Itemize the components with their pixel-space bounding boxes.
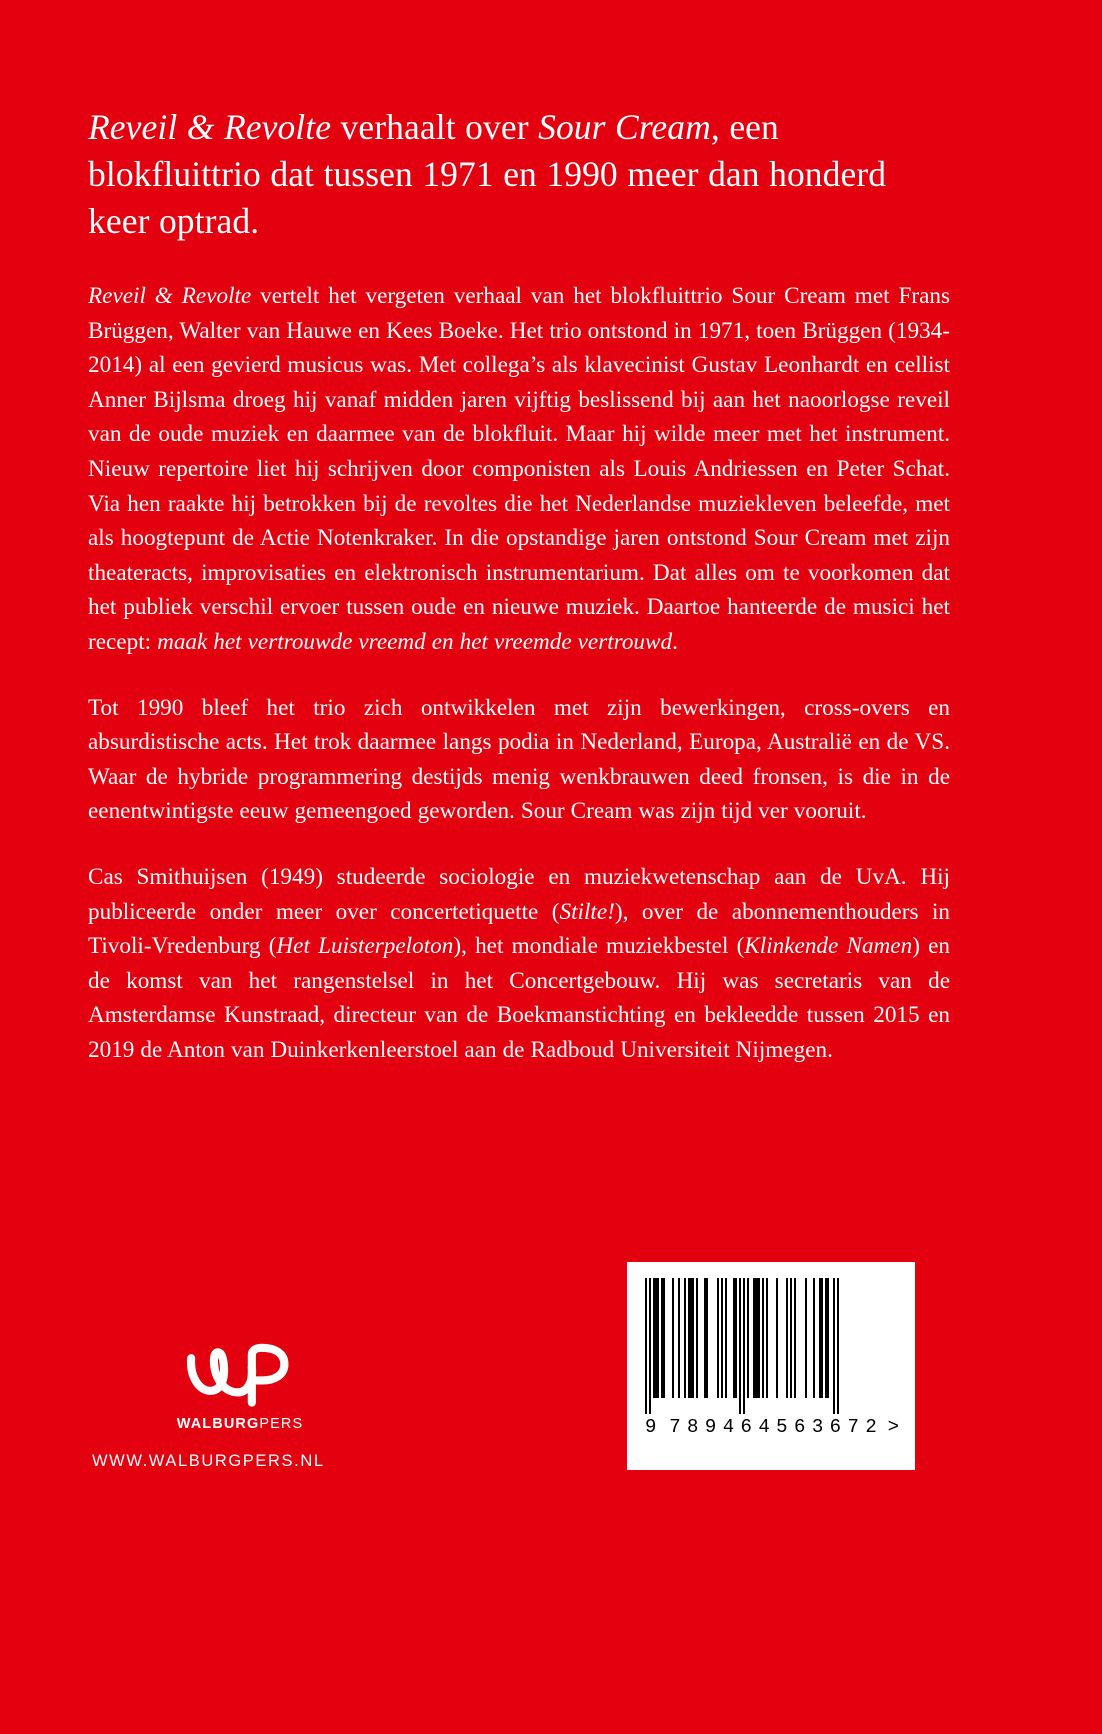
barcode-digit: 6: [829, 1416, 844, 1438]
paragraph-recipe-italic: maak het vertrouwde vreemd en het vreemde vertrouwd: [157, 628, 673, 655]
bio-part-c: ), het mondiale muziekbestel (: [453, 933, 745, 960]
headline-part2: verhaalt over: [331, 107, 539, 147]
paragraph-author-bio: [88, 860, 950, 1068]
publisher-name-bold: WALBURG: [176, 1416, 260, 1432]
headline-title-italic: Reveil & Revolte: [88, 107, 332, 147]
barcode-trailing-symbol: >: [887, 1416, 901, 1438]
barcode-space: [778, 1278, 786, 1398]
barcode-digit: 5: [776, 1416, 790, 1438]
barcode-digit: 6: [740, 1416, 754, 1438]
barcode-bars: [645, 1278, 901, 1414]
barcode-digit: 9: [704, 1416, 719, 1438]
barcode-digit: 4: [722, 1416, 737, 1438]
barcode-digit: 2: [865, 1416, 879, 1438]
cover-text-block: [88, 104, 950, 1067]
barcode-digit-group: [663, 1416, 885, 1438]
barcode-space: [768, 1278, 776, 1398]
wp-monogram-icon: [180, 1336, 300, 1410]
barcode: [627, 1262, 915, 1470]
barcode-digit: 3: [811, 1416, 826, 1438]
headline-part3: , een blokfluittrio dat tussen 1971 en 1990 meer dan honderd keer optrad.: [88, 107, 887, 241]
paragraph-lead-italic: Reveil & Revolte: [88, 283, 252, 309]
bio-part-b: ), over de abonnementhouders in Tivoli-Vredenburg (: [88, 898, 950, 960]
barcode-digit: 7: [847, 1416, 861, 1438]
barcode-bar: [837, 1278, 839, 1414]
headline-subject-italic: Sour Cream: [538, 107, 711, 147]
barcode-digit: 6: [794, 1416, 808, 1438]
headline: [88, 104, 950, 245]
paragraph-synopsis-main: vertelt het vergeten verhaal van het blokfluittrio Sour Cream met Frans Brüggen, Walter van Hauwe en Kees Boeke. Het trio ontstond in 1971, toen Brüggen (1934-2014) al een gevierd musicus was. Met collega’s als klavecinist Gustav Leonhardt en cellist Anner Bijlsma droeg hij vanaf midden jaren vijftig beslissend bij aan het naoorlogse reveil van de oude muziek en daarmee van de blokfluit. Maar hij wilde meer met het instrument. Nieuw repertoire liet hij schrijven door componisten als Louis Andriessen en Peter Schat. Via hen raakte hij betrokken bij de revoltes die het Nederlandse muziekleven beleefde, met als hoogtepunt de Actie Notenkraker. In die opstandige jaren ontstond Sour Cream met zijn theateracts, improvisaties en elektronisch instrumentarium. Dat alles om te voorkomen dat het publiek verschil ervoer tussen oude en nieuwe muziek. Daartoe hanteerde de musici het recept:: [88, 283, 950, 655]
publisher-name-light: PERS: [259, 1416, 304, 1432]
paragraph-legacy: Tot 1990 bleef het trio zich ontwikkelen met zijn bewerkingen, cross-overs en absurdistische acts. Het trok daarmee langs podia in Nederland, Europa, Australië en de VS. Waar de hybride programmering destijds menig wenkbrauwen deed fronsen, is die in de eenentwintigste eeuw gemeengoed geworden. Sour Cream was zijn tijd ver vooruit.: [88, 694, 950, 825]
publisher-website[interactable]: WWW.WALBURGPERS.NL: [92, 1452, 325, 1470]
bio-title-luisterpeloton-italic: Het Luisterpeloton: [276, 933, 454, 960]
bio-part-a: Cas Smithuijsen (1949) studeerde sociologie en muziekwetenschap aan de UvA. Hij publiceerde onder meer over concertetiquette (: [88, 863, 950, 925]
publisher-name: [140, 1416, 340, 1432]
barcode-space: [796, 1278, 804, 1398]
paragraph-synopsis-end: .: [672, 628, 678, 655]
barcode-digit: 7: [669, 1416, 683, 1438]
bio-part-d: ) en de komst van het rangenstelsel in het Concertgebouw. Hij was secretaris van de Amsterdamse Kunstraad, directeur van de Boekmanstichting en bekleedde tussen 2015 en 2019 de Anton van Duinkerkenleerstoel aan de Radboud Universiteit Nijmegen.: [88, 933, 950, 1063]
barcode-digit: 8: [687, 1416, 701, 1438]
barcode-digits: [645, 1415, 901, 1439]
publisher-logo: [140, 1336, 340, 1432]
paragraph-synopsis: [88, 279, 950, 660]
barcode-space: [708, 1278, 716, 1398]
bio-title-stilte-italic: Stilte!: [559, 898, 615, 925]
barcode-digit: 4: [758, 1416, 772, 1438]
barcode-inner: [645, 1278, 901, 1460]
barcode-lead-digit: 9: [645, 1416, 659, 1438]
bio-title-klinkende-namen-italic: Klinkende Namen: [744, 933, 913, 960]
